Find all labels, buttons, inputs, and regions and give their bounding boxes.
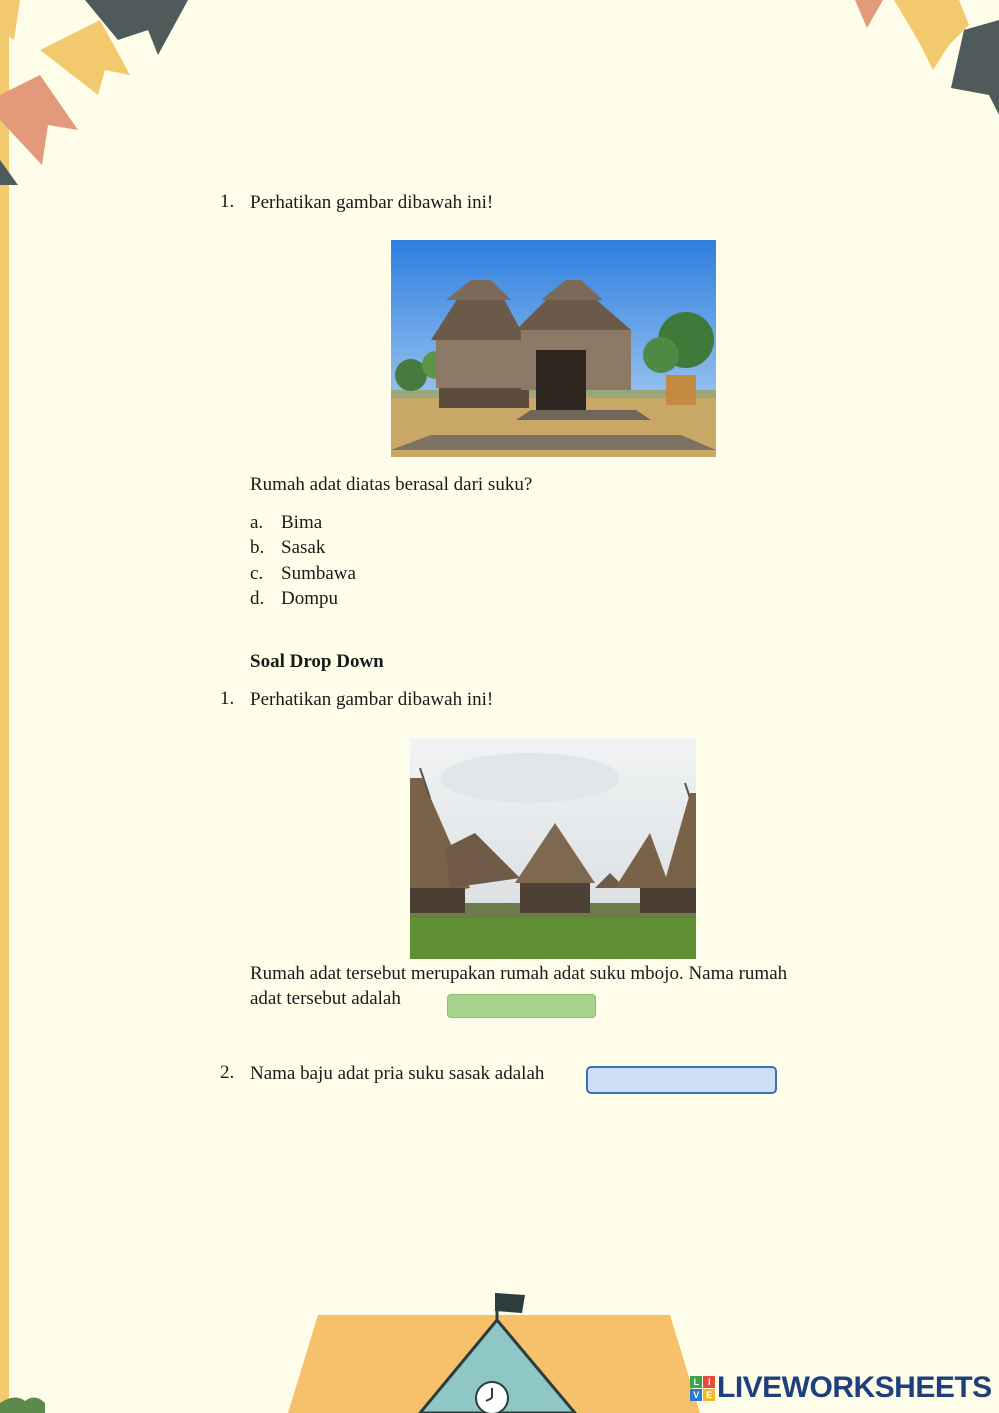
logo-letter: V [690,1389,702,1401]
logo-letter: E [703,1389,715,1401]
option-letter: b. [250,537,265,559]
option-text: Dompu [281,587,338,609]
option-d[interactable] [250,586,356,611]
question-text: Nama baju adat pria suku sasak adalah [250,1063,545,1084]
answer-dropdown-1[interactable] [447,994,596,1018]
option-text: Sumbawa [281,562,356,584]
answer-options [250,510,356,611]
option-c[interactable] [250,561,356,586]
logo-letter: L [690,1376,702,1388]
school-building-decoration [0,1293,700,1413]
answer-dropdown-2[interactable] [586,1066,777,1094]
question-text-line2: adat tersebut adalah [250,988,401,1009]
photo-mbojo-traditional-houses [410,738,696,959]
photo-bima-traditional-house [391,240,716,457]
option-letter: a. [250,512,264,533]
section-heading: Soal Drop Down [250,651,384,672]
brand-logo-icon [690,1376,715,1401]
question-instruction: Perhatikan gambar dibawah ini! [250,689,494,710]
option-letter: c. [250,562,264,584]
option-letter: d. [250,587,265,609]
brand-name: LIVEWORKSHEETS [717,1371,992,1404]
question-text-line1: Rumah adat tersebut merupakan rumah adat suku mbojo. Nama rumah [250,963,788,984]
question-number: 2. [220,1062,235,1083]
bunting-decoration-right [849,0,999,120]
option-b[interactable] [250,535,356,560]
option-text: Sasak [281,537,326,559]
logo-letter: I [703,1376,715,1388]
question-instruction: Perhatikan gambar dibawah ini! [250,192,494,213]
bunting-decoration-left [0,0,200,190]
question-number: 1. [220,191,235,212]
left-border-strip [0,0,9,1413]
option-a[interactable] [250,510,356,535]
question-text: Rumah adat diatas berasal dari suku? [250,474,533,495]
option-text: Bima [281,512,323,533]
liveworksheets-logo [690,1373,992,1403]
question-number: 1. [220,688,235,709]
